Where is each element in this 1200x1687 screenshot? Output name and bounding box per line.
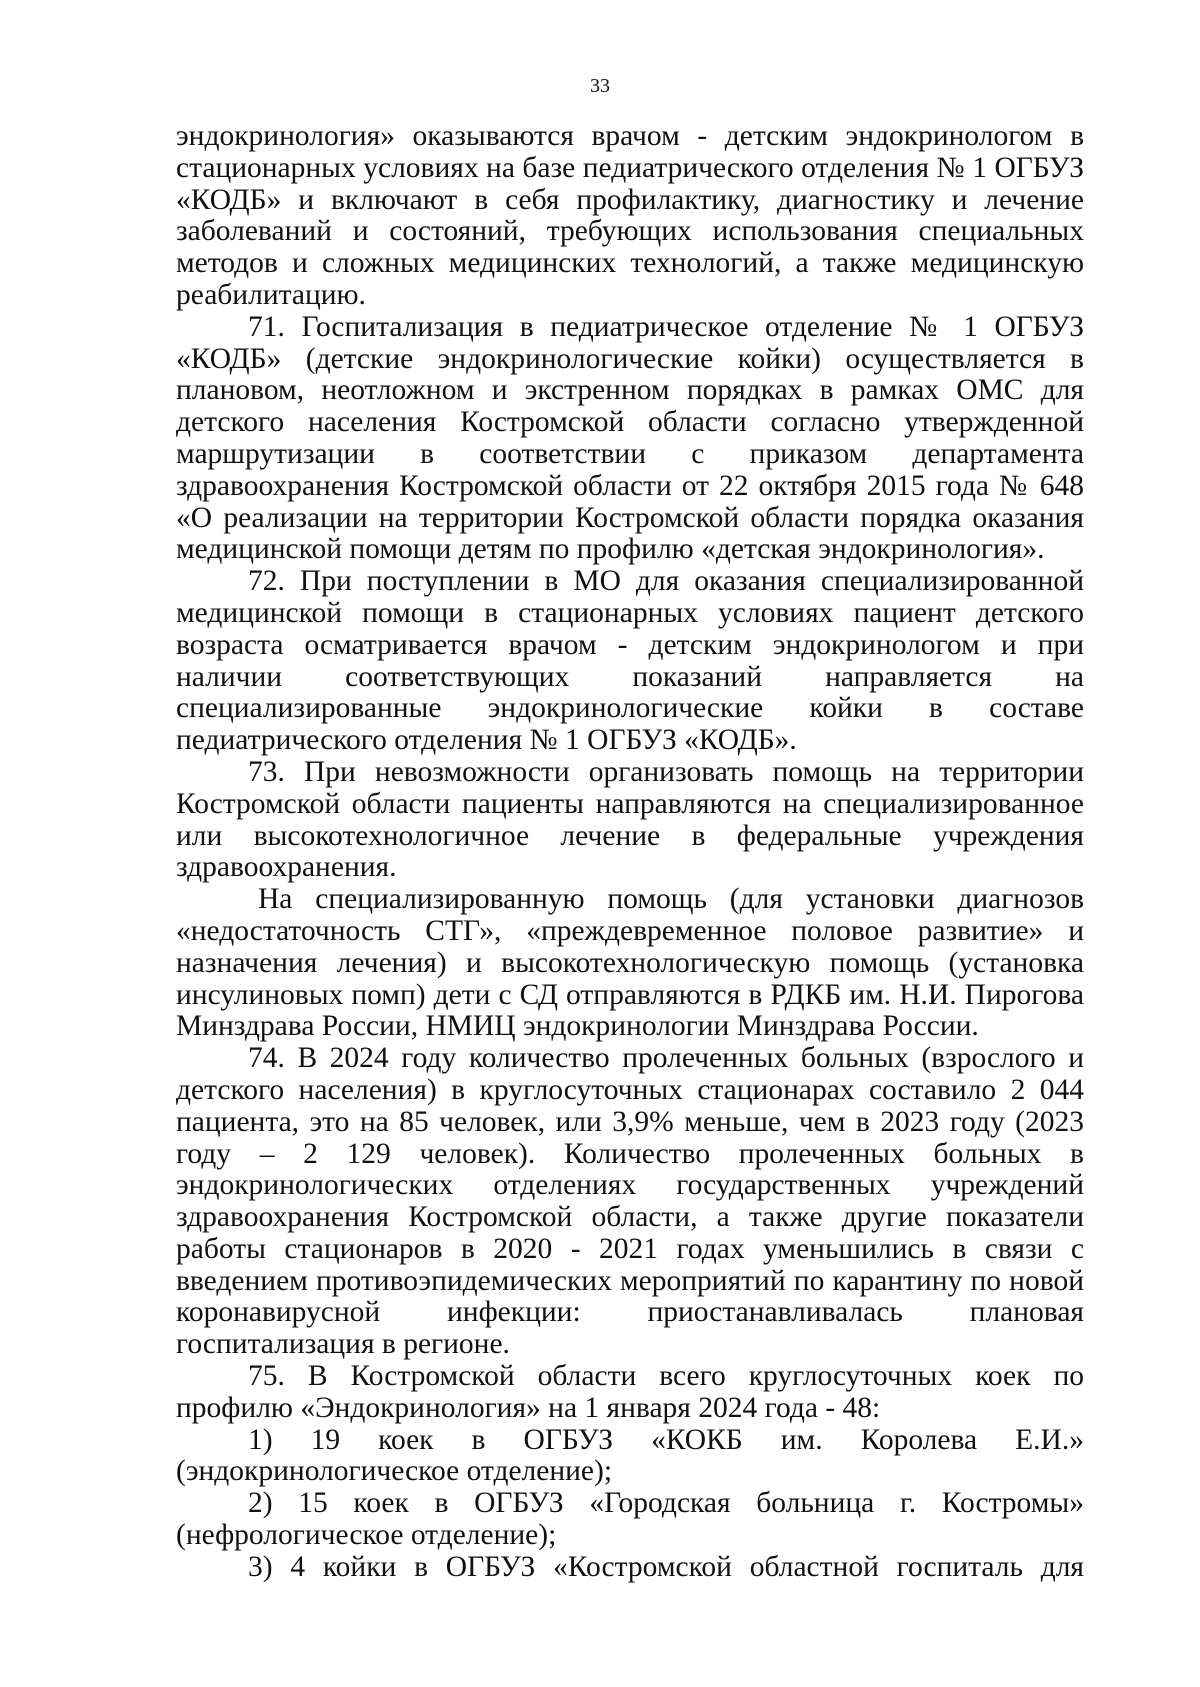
list-item-3: 3) 4 койки в ОГБУЗ «Костромской областной госпиталь для [248,1550,1084,1583]
paragraph-75: 75. В Костромской области всего круглосуточных коек по профилю «Эндокринология» на 1 января 2024 года - 48: [176,1360,1084,1424]
paragraph-73: 73. При невозможности организовать помощь на территории Костромской области пациенты направляются на специализированное или высокотехнологичное лечение в федеральные учреждения здравоохранения. [176,755,1084,884]
paragraph-71: 71. Госпитализация в педиатрическое отделение № 1 ОГБУЗ «КОДБ» (детские эндокринологические койки) осуществляется в плановом, неотложном и экстренном порядках в рамках ОМС для детского населения Костромской области согласно утвержденной маршрутизации в соответствии с приказом департамента здравоохранения Костромской области от 22 октября 2015 года № 648 «О реализации на территории Костромской области порядка оказания медицинской помощи детям по профилю «детская эндокринология». [176,310,1084,566]
list-item-2: 2) 15 коек в ОГБУЗ «Городская больница г. Костромы» (нефрологическое отделение); [176,1487,1084,1552]
paragraph-72: 72. При поступлении в МО для оказания специализированной медицинской помощи в стационарных условиях пациент детского возраста осматривается врачом - детским эндокринологом и при наличии соответствующих показаний направляется на специализированные эндокринологические койки в составе педиатрического отделения № 1 ОГБУЗ «КОДБ». [176,565,1084,757]
page-number: 33 [590,75,610,97]
list-item-1: 1) 19 коек в ОГБУЗ «КОКБ им. Королева Е.И.» (эндокринологическое отделение); [176,1423,1084,1488]
paragraph-continuation: эндокринология» оказываются врачом - детским эндокринологом в стационарных условиях на базе педиатрического отделения № 1 ОГБУЗ «КОДБ» и включают в себя профилактику, диагностику и лечение заболеваний и состояний, требующих использования специальных методов и сложных медицинских технологий, а также медицинскую реабилитацию. [176,120,1084,311]
paragraph-74: 74. В 2024 году количество пролеченных больных (взрослого и детского населения) в круглосуточных стационарах составило 2 044 пациента, это на 85 человек, или 3,9% меньше, чем в 2023 году (2023 году – 2 129 человек). Количество пролеченных больных в эндокринологических отделениях государственных учреждений здравоохранения Костромской области, а также другие показатели работы стационаров в 2020 - 2021 годах уменьшились в связи с введением противоэпидемических мероприятий по карантину по новой коронавирусной инфекции: приостанавливалась плановая госпитализация в регионе. [176,1042,1084,1361]
paragraph-specialized-care: На специализированную помощь (для установки диагнозов «недостаточность СТГ», «преждевременное половое развитие» и назначения лечения) и высокотехнологическую помощь (установка инсулиновых помп) дети с СД отправляются в РДКБ им. Н.И. Пирогова Минздрава России, НМИЦ эндокринологии Минздрава России. [176,883,1084,1043]
document-body [176,121,1084,1584]
